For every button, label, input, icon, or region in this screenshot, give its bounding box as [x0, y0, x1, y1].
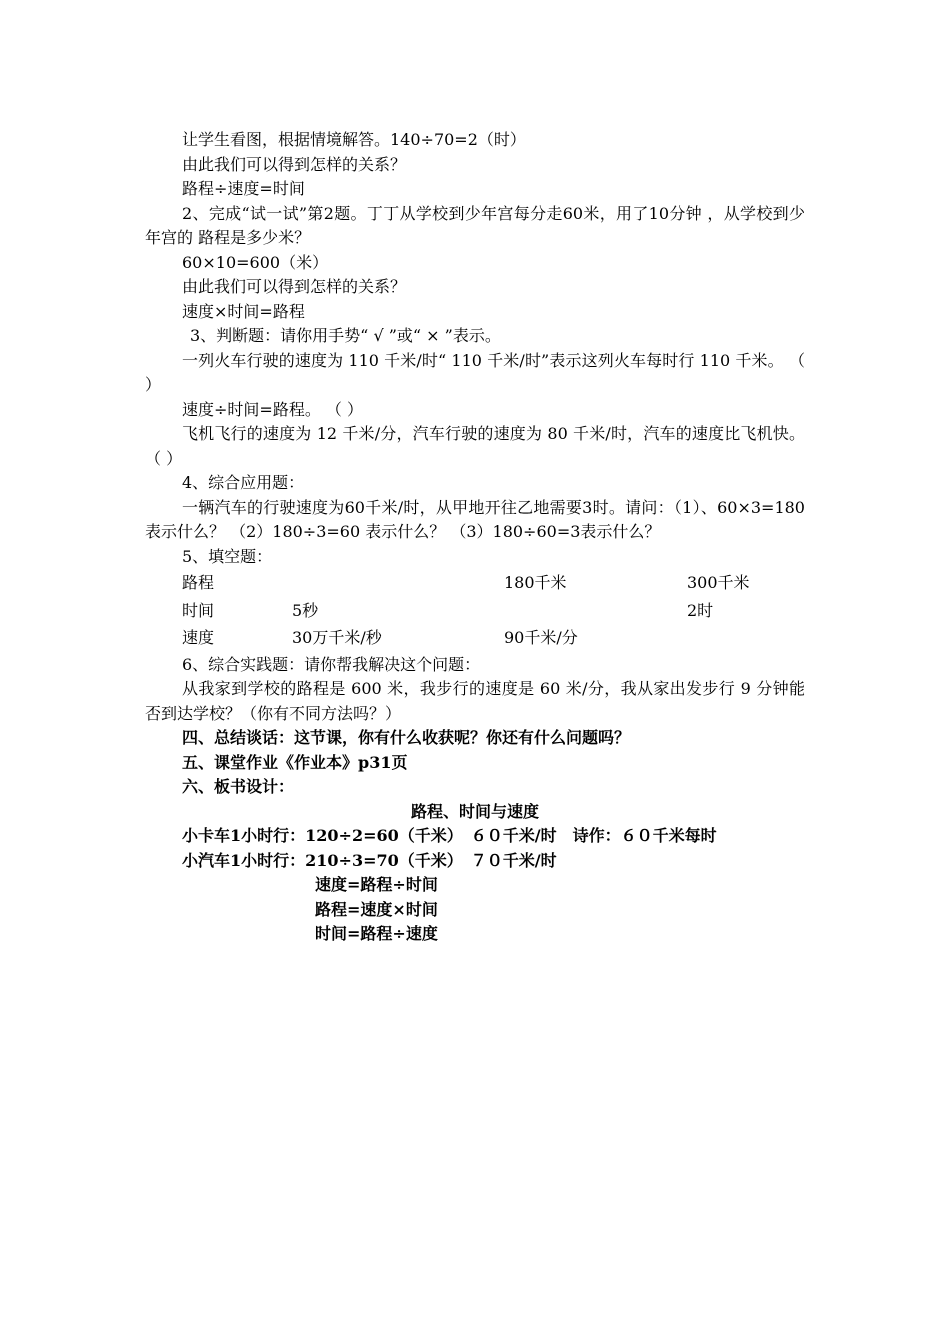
paragraph: 从我家到学校的路程是 600 米，我步行的速度是 60 米/分，我从家出发步行 9 分钟能否到达学校？（你有不同方法吗？） — [145, 679, 805, 723]
paragraph: 路程÷速度=时间 — [182, 179, 305, 198]
board-line: 小卡车1小时行：120÷2=60（千米） ６０千米/时 诗作：６０千米每时 — [182, 826, 717, 845]
paragraph: 由此我们可以得到怎样的关系？ — [182, 277, 407, 296]
fill-in-table — [182, 571, 805, 651]
paragraph: 2、完成“试一试”第2题。丁丁从学校到少年宫每分走60米，用了10分钟 ，从学校到少年宫的 路程是多少米？ — [145, 203, 805, 247]
table-cell: 路程 — [182, 573, 215, 592]
table-cell: 5秒 — [292, 600, 319, 620]
section-heading: 五、课堂作业《作业本》p31页 — [182, 752, 408, 772]
formula: 路程=速度×时间 — [315, 899, 438, 919]
table-cell: 300千米 — [687, 573, 750, 592]
formula: 速度=路程÷时间 — [315, 875, 438, 894]
table-cell: 2时 — [687, 600, 714, 620]
paragraph: 60×10=600（米） — [182, 252, 329, 272]
board-line: 小汽车1小时行：210÷3=70（千米） ７０千米/时 — [182, 850, 557, 870]
board-title: 路程、时间与速度 — [410, 801, 539, 821]
table-cell: 速度 — [182, 628, 215, 647]
paragraph: 4、综合应用题： — [182, 473, 305, 492]
table-cell — [687, 626, 807, 651]
table-cell: 30万千米/秒 — [292, 628, 382, 647]
paragraph: 3、判断题：请你用手势“ √ ”或“ × ”表示。 — [190, 326, 501, 345]
paragraph: 速度×时间=路程 — [182, 301, 305, 321]
formula-block — [315, 873, 805, 947]
table-cell: 时间 — [182, 600, 215, 620]
section-heading: 四、总结谈话：这节课，你有什么收获呢？你还有什么问题吗？ — [182, 728, 631, 747]
table-cell: 180千米 — [504, 573, 567, 592]
section-heading: 六、板书设计： — [182, 777, 295, 796]
table-cell: 90千米/分 — [504, 628, 578, 647]
paragraph: 由此我们可以得到怎样的关系？ — [182, 154, 407, 174]
paragraph: 速度÷时间=路程。 （ ） — [182, 399, 363, 419]
paragraph: 一列火车行驶的速度为 110 千米/时“ 110 千米/时”表示这列火车每时行 110 千米。 （ ） — [145, 350, 805, 394]
table-cell — [504, 599, 687, 624]
document-page — [145, 128, 805, 947]
paragraph: 一辆汽车的行驶速度为60千米/时，从甲地开往乙地需要3时。请问：（1）、60×3=180表示什么？ （2）180÷3=60 表示什么？ （3）180÷60=3表示什么？ — [145, 497, 805, 541]
paragraph: 6、综合实践题：请你帮我解决这个问题： — [182, 654, 481, 674]
paragraph: 让学生看图，根据情境解答。140÷70=2（时） — [182, 130, 526, 149]
paragraph: 5、填空题： — [182, 546, 273, 566]
paragraph: 飞机飞行的速度为 12 千米/分，汽车行驶的速度为 80 千米/时，汽车的速度比飞机快。 （ ） — [145, 424, 805, 468]
table-cell — [292, 571, 504, 596]
formula: 时间=路程÷速度 — [315, 924, 438, 943]
